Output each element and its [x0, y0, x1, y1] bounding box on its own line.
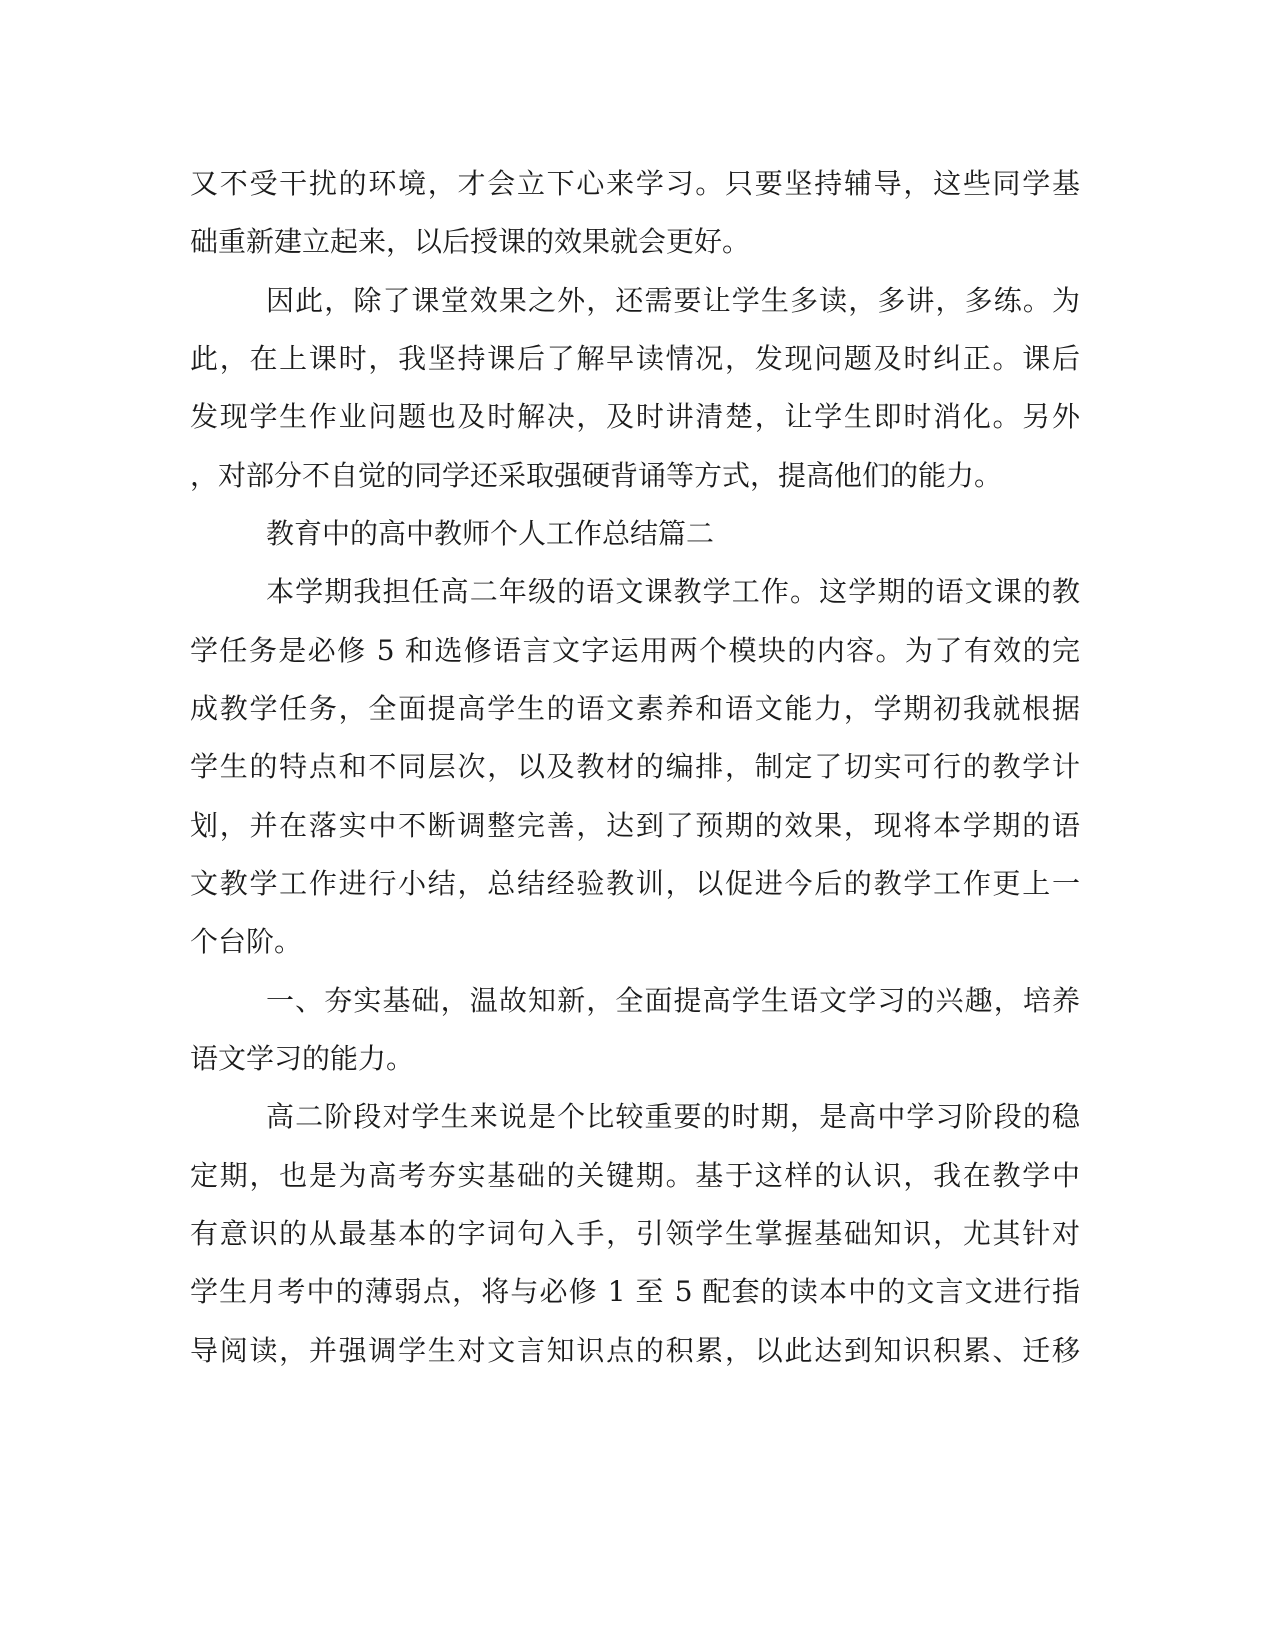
text-line: 成教学任务，全面提高学生的语文素养和语文能力，学期初我就根据 [190, 692, 1080, 725]
text-line: 语文学习的能力。 [190, 1042, 415, 1075]
text-line: 一、夯实基础，温故知新，全面提高学生语文学习的兴趣，培养 [266, 984, 1080, 1017]
text-line: 定期，也是为高考夯实基础的关键期。基于这样的认识，我在教学中 [190, 1159, 1080, 1192]
text-line: 高二阶段对学生来说是个比较重要的时期，是高中学习阶段的稳 [266, 1100, 1080, 1133]
text-line: 础重新建立起来，以后授课的效果就会更好。 [190, 225, 751, 258]
text-line: 导阅读，并强调学生对文言知识点的积累，以此达到知识积累、迁移 [190, 1334, 1080, 1367]
text-line: 文教学工作进行小结，总结经验教训，以促进今后的教学工作更上一 [190, 867, 1080, 900]
text-line: ，对部分不自觉的同学还采取强硬背诵等方式，提高他们的能力。 [190, 459, 1003, 492]
text-line: 因此，除了课堂效果之外，还需要让学生多读，多讲，多练。为 [266, 284, 1080, 317]
text-line: 发现学生作业问题也及时解决，及时讲清楚，让学生即时消化。另外 [190, 400, 1080, 433]
text-line: 划，并在落实中不断调整完善，达到了预期的效果，现将本学期的语 [190, 809, 1080, 842]
section-heading: 教育中的高中教师个人工作总结篇二 [266, 517, 715, 550]
text-line: 学生的特点和不同层次，以及教材的编排，制定了切实可行的教学计 [190, 750, 1080, 783]
text-line: 学生月考中的薄弱点，将与必修 1 至 5 配套的读本中的文言文进行指 [190, 1275, 1080, 1308]
text-line: 学任务是必修 5 和选修语言文字运用两个模块的内容。为了有效的完 [190, 634, 1080, 667]
text-line: 本学期我担任高二年级的语文课教学工作。这学期的语文课的教 [266, 575, 1080, 608]
text-line: 又不受干扰的环境，才会立下心来学习。只要坚持辅导，这些同学基 [190, 167, 1080, 200]
text-line: 此，在上课时，我坚持课后了解早读情况，发现问题及时纠正。课后 [190, 342, 1080, 375]
text-line: 有意识的从最基本的字词句入手，引领学生掌握基础知识，尤其针对 [190, 1217, 1080, 1250]
text-line: 个台阶。 [190, 925, 303, 958]
